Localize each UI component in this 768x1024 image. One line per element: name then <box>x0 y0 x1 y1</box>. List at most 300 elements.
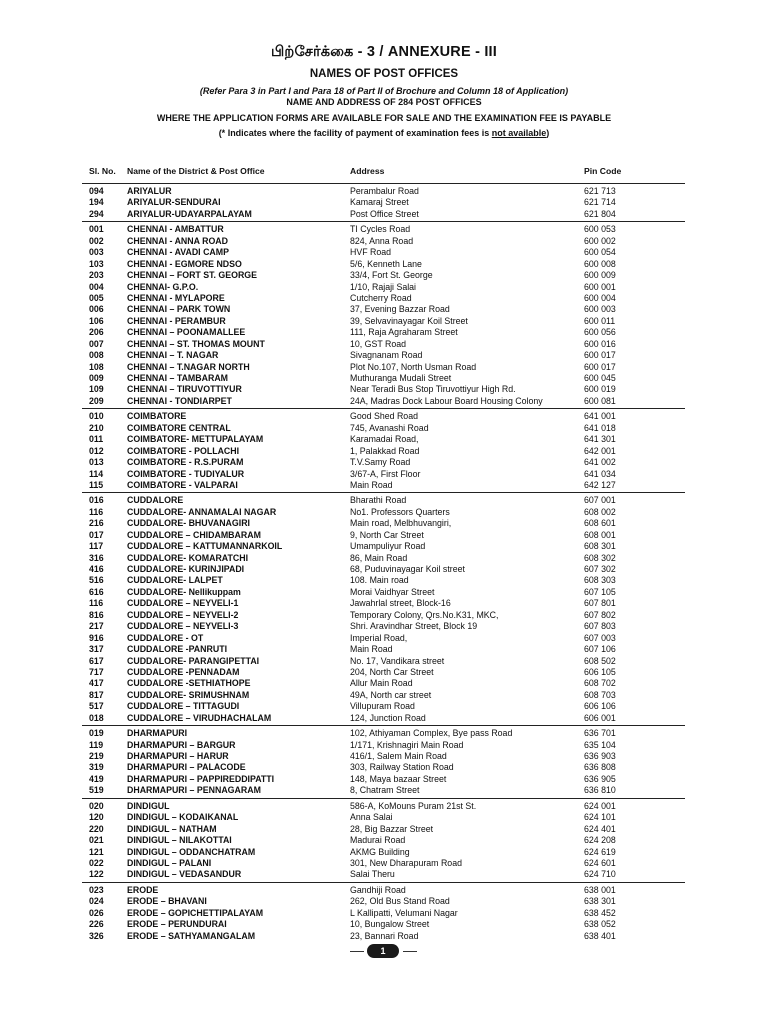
table-row <box>82 751 685 762</box>
pin-code-cell: 624 001 <box>584 800 616 811</box>
address-cell: Bharathi Road <box>350 495 407 506</box>
table-row <box>82 575 685 586</box>
table-row <box>82 411 685 422</box>
sl-no-cell: 209 <box>89 395 104 406</box>
sl-no-cell: 004 <box>89 281 104 292</box>
pin-code-cell: 600 008 <box>584 258 616 269</box>
pin-code-cell: 642 001 <box>584 445 616 456</box>
post-office-name-cell: CUDDALORE- KOMARATCHI <box>127 552 249 563</box>
pin-code-cell: 638 052 <box>584 919 616 930</box>
pin-code-cell: 608 302 <box>584 552 616 563</box>
page-title: பிற்சேர்க்கை - 3 / ANNEXURE - III <box>270 44 498 60</box>
address-cell: 586-A, KoMouns Puram 21st St. <box>350 800 477 811</box>
table-row <box>82 785 685 796</box>
sl-no-cell: 010 <box>89 411 104 422</box>
post-office-name-cell: CHENNAI - TONDIARPET <box>127 395 232 406</box>
post-office-name-cell: CUDDALORE- KURINJIPADI <box>127 564 245 574</box>
table-row <box>82 339 685 350</box>
table-row <box>82 762 685 773</box>
sl-no-cell: 194 <box>89 197 104 208</box>
pin-code-cell: 608 702 <box>584 678 616 689</box>
address-cell: Kamaraj Street <box>350 197 409 208</box>
sl-no-cell: 020 <box>89 800 104 811</box>
table-row <box>82 373 685 384</box>
table-row <box>82 423 685 434</box>
table-row <box>82 598 685 609</box>
pin-code-cell: 608 703 <box>584 689 616 700</box>
post-office-name-cell: CHENNAI – TIRUVOTTIYUR <box>127 384 242 395</box>
address-cell: 111, Raja Agraharam Street <box>350 327 458 338</box>
pin-code-cell: 600 019 <box>584 384 616 395</box>
sl-no-cell: 816 <box>89 609 104 620</box>
pin-code-cell: 607 803 <box>584 621 616 632</box>
post-office-name-cell: CHENNAI – TAMBARAM <box>127 373 228 383</box>
sl-no-cell: 817 <box>89 689 104 700</box>
address-cell: Main Road <box>350 479 393 490</box>
district-group <box>82 184 685 222</box>
pin-code-cell: 638 001 <box>584 884 616 895</box>
address-cell: L Kallipatti, Velumani Nagar <box>350 907 458 918</box>
address-cell: 745, Avanashi Road <box>350 422 429 433</box>
table-row <box>82 896 685 907</box>
table-row <box>82 316 685 327</box>
sl-no-cell: 023 <box>89 884 104 895</box>
pin-code-cell: 600 004 <box>584 292 616 303</box>
table-row <box>82 656 685 667</box>
column-header-address: Address <box>350 166 385 176</box>
pin-code-cell: 621 804 <box>584 208 616 219</box>
address-cell: 303, Railway Station Road <box>350 762 454 773</box>
address-cell: Allur Main Road <box>350 678 413 689</box>
pin-code-cell: 606 106 <box>584 701 616 712</box>
table-row <box>82 350 685 361</box>
address-cell: Umampuliyur Road <box>350 541 426 552</box>
sl-no-cell: 001 <box>89 224 104 235</box>
pin-code-cell: 608 502 <box>584 655 616 666</box>
post-office-name-cell: DHARMAPURI – BARGUR <box>127 739 236 750</box>
sl-no-cell: 012 <box>89 445 104 456</box>
pin-code-cell: 641 301 <box>584 434 616 445</box>
table-row <box>82 885 685 896</box>
pin-code-cell: 638 401 <box>584 930 616 941</box>
table-row <box>82 633 685 644</box>
district-group <box>82 409 685 493</box>
sl-no-cell: 617 <box>89 655 104 666</box>
sl-no-cell: 011 <box>89 434 104 445</box>
address-cell: Good Shed Road <box>350 411 418 422</box>
pin-code-cell: 608 601 <box>584 518 616 529</box>
sl-no-cell: 116 <box>89 598 104 609</box>
sl-no-cell: 024 <box>89 896 104 907</box>
pin-code-cell: 641 034 <box>584 468 616 479</box>
table-row <box>82 564 685 575</box>
table-row <box>82 327 685 338</box>
pin-code-cell: 621 713 <box>584 186 616 196</box>
post-office-name-cell: ARIYALUR-SENDURAI <box>127 197 221 208</box>
address-cell: HVF Road <box>350 247 392 258</box>
table-row <box>82 847 685 858</box>
pin-code-cell: 624 208 <box>584 835 616 846</box>
sl-no-cell: 006 <box>89 304 104 315</box>
table-row <box>82 469 685 480</box>
sl-no-cell: 114 <box>89 468 104 479</box>
post-office-table <box>0 184 768 943</box>
post-office-name-cell: COIMBATORE- METTUPALAYAM <box>127 434 264 445</box>
pin-code-cell: 608 301 <box>584 541 616 552</box>
sl-no-cell: 319 <box>89 762 104 773</box>
pin-code-cell: 600 002 <box>584 235 616 246</box>
address-cell: Main road, Melbhuvangiri, <box>350 518 452 529</box>
pin-code-cell: 636 808 <box>584 762 616 773</box>
table-row <box>82 678 685 689</box>
pin-code-cell: 624 401 <box>584 823 616 834</box>
pin-code-cell: 600 003 <box>584 304 616 315</box>
address-cell: No1. Professors Quarters <box>350 506 450 517</box>
pin-code-cell: 608 001 <box>584 529 616 540</box>
post-office-name-cell: ERODE – GOPICHETTIPALAYAM <box>127 907 264 918</box>
post-office-name-cell: CHENNAI - MYLAPORE <box>127 292 225 303</box>
pin-code-cell: 636 701 <box>584 728 616 739</box>
pin-code-cell: 608 002 <box>584 506 616 517</box>
pin-code-cell: 606 001 <box>584 712 616 723</box>
address-cell: 10, GST Road <box>350 338 407 349</box>
post-office-name-cell: DHARMAPURI – PAPPIREDDIPATTI <box>127 773 275 784</box>
address-cell: 5/6, Kenneth Lane <box>350 258 422 269</box>
pin-code-cell: 641 002 <box>584 457 616 468</box>
pin-code-cell: 600 054 <box>584 247 616 258</box>
sl-no-cell: 203 <box>89 270 104 281</box>
table-row <box>82 824 685 835</box>
table-row <box>82 209 685 220</box>
sl-no-cell: 206 <box>89 327 104 338</box>
sl-no-cell: 009 <box>89 373 104 383</box>
table-row <box>82 282 685 293</box>
post-office-name-cell: DHARMAPURI – PENNAGARAM <box>127 785 261 796</box>
pin-code-cell: 606 105 <box>584 666 616 677</box>
pin-code-cell: 624 710 <box>584 869 616 880</box>
sl-no-cell: 417 <box>89 678 104 689</box>
post-office-name-cell: CUDDALORE- SRIMUSHNAM <box>127 689 250 700</box>
reference-note: (Refer Para 3 in Part I and Para 18 of Part II of Brochure and Column 18 of Application) <box>199 86 569 96</box>
table-row <box>82 869 685 880</box>
sl-no-cell: 416 <box>89 564 104 574</box>
post-office-name-cell: DINDIGUL – KODAIKANAL <box>127 812 239 823</box>
post-office-name-cell: CHENNAI – ST. THOMAS MOUNT <box>127 338 265 349</box>
sl-no-cell: 018 <box>89 712 104 723</box>
post-office-name-cell: CHENNAI - AVADI CAMP <box>127 247 229 258</box>
sl-no-cell: 108 <box>89 361 104 372</box>
address-cell: 102, Athiyaman Complex, Bye pass Road <box>350 728 513 739</box>
table-row <box>82 690 685 701</box>
address-cell: Plot No.107, North Usman Road <box>350 361 477 372</box>
table-row <box>82 270 685 281</box>
sl-no-cell: 094 <box>89 186 104 196</box>
table-row <box>82 858 685 869</box>
address-cell: TI Cycles Road <box>350 224 411 235</box>
sl-no-cell: 022 <box>89 857 104 868</box>
post-office-name-cell: ERODE – BHAVANI <box>127 896 207 907</box>
table-row <box>82 610 685 621</box>
pin-code-cell: 600 081 <box>584 395 616 406</box>
address-cell: 416/1, Salem Main Road <box>350 751 447 761</box>
table-row <box>82 362 685 373</box>
address-cell: 1, Palakkad Road <box>350 445 420 456</box>
post-office-name-cell: CUDDALORE – NEYVELI-1 <box>127 598 239 609</box>
post-office-name-cell: DINDIGUL – NILAKOTTAI <box>127 835 232 846</box>
sl-no-cell: 017 <box>89 529 104 540</box>
post-office-name-cell: DINDIGUL – VEDASANDUR <box>127 869 242 880</box>
table-row <box>82 434 685 445</box>
pin-code-cell: 600 053 <box>584 224 616 235</box>
post-office-name-cell: CHENNAI – FORT ST. GEORGE <box>127 270 258 281</box>
name-address-heading: NAME AND ADDRESS OF 284 POST OFFICES <box>286 97 482 107</box>
sl-no-cell: 220 <box>89 823 104 834</box>
post-office-name-cell: CUDDALORE – NEYVELI-3 <box>127 621 239 632</box>
address-cell: Shri. Aravindhar Street, Block 19 <box>350 621 478 632</box>
address-cell: 262, Old Bus Stand Road <box>350 896 450 907</box>
sl-no-cell: 115 <box>89 479 104 490</box>
asterisk-note-post: ) <box>546 128 550 138</box>
table-row <box>82 224 685 235</box>
address-cell: Morai Vaidhyar Street <box>350 586 435 597</box>
post-office-name-cell: CHENNAI – POONAMALLEE <box>127 327 246 338</box>
address-cell: 8, Chatram Street <box>350 785 420 796</box>
address-cell: 301, New Dharapuram Road <box>350 857 462 868</box>
pin-code-cell: 624 619 <box>584 846 616 857</box>
sl-no-cell: 517 <box>89 701 104 712</box>
table-row <box>82 197 685 208</box>
asterisk-note-underlined: not available <box>491 128 547 138</box>
pin-code-cell: 600 016 <box>584 338 616 349</box>
address-cell: 49A, North car street <box>350 689 432 700</box>
post-office-name-cell: CUDDALORE - OT <box>127 632 204 643</box>
sl-no-cell: 210 <box>89 422 104 433</box>
table-row <box>82 293 685 304</box>
address-cell: Main Road <box>350 644 393 655</box>
post-office-name-cell: CHENNAI – PARK TOWN <box>127 304 231 315</box>
pin-code-cell: 600 017 <box>584 350 616 361</box>
address-cell: T.V.Samy Road <box>350 457 411 468</box>
district-group <box>82 883 685 943</box>
sl-no-cell: 916 <box>89 632 104 643</box>
address-cell: Madurai Road <box>350 835 406 846</box>
address-cell: Salai Theru <box>350 869 395 880</box>
pin-code-cell: 607 802 <box>584 609 616 620</box>
pin-code-cell: 607 001 <box>584 495 616 506</box>
table-row <box>82 259 685 270</box>
address-cell: Gandhiji Road <box>350 884 406 895</box>
table-row <box>82 384 685 395</box>
pin-code-cell: 607 105 <box>584 586 616 597</box>
post-office-name-cell: ERODE – PERUNDURAI <box>127 919 227 930</box>
table-row <box>82 587 685 598</box>
address-cell: Cutcherry Road <box>350 292 412 303</box>
address-cell: 28, Big Bazzar Street <box>350 823 434 834</box>
post-office-name-cell: ARIYALUR <box>127 186 172 196</box>
address-cell: Karamadai Road, <box>350 434 419 445</box>
pin-code-cell: 636 905 <box>584 773 616 784</box>
post-office-name-cell: COIMBATORE <box>127 411 187 422</box>
page-number-badge: 1 <box>367 944 399 958</box>
post-office-name-cell: CUDDALORE <box>127 495 184 506</box>
address-cell: 108. Main road <box>350 575 409 586</box>
post-office-name-cell: DINDIGUL – PALANI <box>127 857 212 868</box>
address-cell: Near Teradi Bus Stop Tiruvottiyur High Rd. <box>350 384 516 395</box>
table-row <box>82 835 685 846</box>
table-row <box>82 304 685 315</box>
table-row <box>82 446 685 457</box>
post-office-name-cell: CUDDALORE -PANRUTI <box>127 644 228 655</box>
sl-no-cell: 516 <box>89 575 104 586</box>
table-header <box>0 166 768 178</box>
pin-code-cell: 636 903 <box>584 751 616 761</box>
table-row <box>82 701 685 712</box>
address-cell: Sivagnanam Road <box>350 350 423 361</box>
sl-no-cell: 119 <box>89 739 104 750</box>
post-office-name-cell: CUDDALORE – CHIDAMBARAM <box>127 529 261 540</box>
table-row <box>82 495 685 506</box>
sl-no-cell: 216 <box>89 518 104 529</box>
post-office-name-cell: DINDIGUL – NATHAM <box>127 823 217 834</box>
sl-no-cell: 021 <box>89 835 104 846</box>
pin-code-cell: 607 302 <box>584 564 616 574</box>
sl-no-cell: 013 <box>89 457 104 468</box>
address-cell: Post Office Street <box>350 208 419 219</box>
column-header-sl-no: Sl. No. <box>89 166 116 176</box>
address-cell: Perambalur Road <box>350 186 419 196</box>
pin-code-cell: 635 104 <box>584 739 616 750</box>
sl-no-cell: 008 <box>89 350 104 361</box>
pin-code-cell: 641 018 <box>584 422 616 433</box>
table-row <box>82 553 685 564</box>
post-office-name-cell: DINDIGUL – ODDANCHATRAM <box>127 846 256 857</box>
sl-no-cell: 007 <box>89 338 104 349</box>
table-row <box>82 236 685 247</box>
table-row <box>82 621 685 632</box>
address-cell: Imperial Road, <box>350 632 408 643</box>
table-row <box>82 908 685 919</box>
pin-code-cell: 600 056 <box>584 327 616 338</box>
district-group <box>82 493 685 726</box>
pin-code-cell: 641 001 <box>584 411 616 422</box>
sl-no-cell: 294 <box>89 208 104 219</box>
sl-no-cell: 019 <box>89 728 104 739</box>
post-office-name-cell: ERODE <box>127 884 159 895</box>
page-subtitle: NAMES OF POST OFFICES <box>309 68 459 80</box>
address-cell: 10, Bungalow Street <box>350 919 430 930</box>
table-row <box>82 812 685 823</box>
post-office-name-cell: DHARMAPURI <box>127 728 188 739</box>
post-office-name-cell: CHENNAI - PERAMBUR <box>127 315 226 326</box>
table-row <box>82 396 685 407</box>
sl-no-cell: 026 <box>89 907 104 918</box>
address-cell: 9, North Car Street <box>350 529 424 540</box>
pin-code-cell: 600 009 <box>584 270 616 281</box>
table-row <box>82 530 685 541</box>
post-office-name-cell: DHARMAPURI – PALACODE <box>127 762 246 773</box>
sl-no-cell: 117 <box>89 541 104 552</box>
post-office-name-cell: CUDDALORE -SETHIATHOPE <box>127 678 251 689</box>
address-cell: Villupuram Road <box>350 701 415 712</box>
pin-code-cell: 638 452 <box>584 907 616 918</box>
address-cell: No. 17, Vandikara street <box>350 655 445 666</box>
table-row <box>82 740 685 751</box>
address-cell: 1/171, Krishnagiri Main Road <box>350 739 464 750</box>
address-cell: 124, Junction Road <box>350 712 426 723</box>
sl-no-cell: 121 <box>89 846 104 857</box>
post-office-name-cell: DHARMAPURI – HARUR <box>127 751 229 761</box>
sl-no-cell: 217 <box>89 621 104 632</box>
post-office-name-cell: CUDDALORE- LALPET <box>127 575 223 586</box>
asterisk-note-pre: (* Indicates where the facility of payment of examination fees is <box>218 128 492 138</box>
address-cell: Muthuranga Mudali Street <box>350 373 452 383</box>
table-row <box>82 931 685 942</box>
address-cell: Jawahrlal street, Block-16 <box>350 598 451 609</box>
address-cell: 824, Anna Road <box>350 235 414 246</box>
pin-code-cell: 600 011 <box>584 315 616 326</box>
district-group <box>82 799 685 883</box>
address-cell: 1/10, Rajaji Salai <box>350 281 417 292</box>
post-office-name-cell: COIMBATORE CENTRAL <box>127 422 231 433</box>
sl-no-cell: 002 <box>89 235 104 246</box>
pin-code-cell: 600 017 <box>584 361 616 372</box>
sl-no-cell: 226 <box>89 919 104 930</box>
post-office-name-cell: CHENNAI – T. NAGAR <box>127 350 219 361</box>
pin-code-cell: 600 045 <box>584 373 616 383</box>
district-group <box>82 222 685 409</box>
table-row <box>82 247 685 258</box>
address-cell: Anna Salai <box>350 812 393 823</box>
address-cell: 68, Puduvinayagar Koil street <box>350 564 465 574</box>
district-group <box>82 726 685 799</box>
sl-no-cell: 016 <box>89 495 104 506</box>
sl-no-cell: 419 <box>89 773 104 784</box>
post-office-name-cell: COIMBATORE - POLLACHI <box>127 445 240 456</box>
post-office-name-cell: CUDDALORE – NEYVELI-2 <box>127 609 239 620</box>
pin-code-cell: 607 106 <box>584 644 616 655</box>
pin-code-cell: 642 127 <box>584 479 616 490</box>
address-cell: 86, Main Road <box>350 552 408 563</box>
post-office-name-cell: CHENNAI - EGMORE NDSO <box>127 258 242 269</box>
sl-no-cell: 717 <box>89 666 104 677</box>
address-cell: AKMG Building <box>350 846 410 857</box>
address-cell: 23, Bannari Road <box>350 930 419 941</box>
table-row <box>82 480 685 491</box>
table-row <box>82 713 685 724</box>
post-office-name-cell: CUDDALORE- ANNAMALAI NAGAR <box>127 506 277 517</box>
column-header-name: Name of the District & Post Office <box>127 166 265 176</box>
sl-no-cell: 316 <box>89 552 104 563</box>
post-office-name-cell: CHENNAI - AMBATTUR <box>127 224 224 235</box>
pin-code-cell: 621 714 <box>584 197 616 208</box>
post-office-name-cell: DINDIGUL <box>127 800 170 811</box>
table-row <box>82 541 685 552</box>
table-row <box>82 518 685 529</box>
address-cell: 24A, Madras Dock Labour Board Housing Colony <box>350 395 543 406</box>
sl-no-cell: 219 <box>89 751 104 761</box>
table-row <box>82 457 685 468</box>
sl-no-cell: 103 <box>89 258 104 269</box>
table-row <box>82 507 685 518</box>
availability-heading: WHERE THE APPLICATION FORMS ARE AVAILABLE FOR SALE AND THE EXAMINATION FEE IS PAYABLE <box>156 113 612 123</box>
pin-code-cell: 624 101 <box>584 812 616 823</box>
sl-no-cell: 120 <box>89 812 104 823</box>
sl-no-cell: 616 <box>89 586 104 597</box>
post-office-name-cell: COIMBATORE - VALPARAI <box>127 479 238 490</box>
address-cell: 148, Maya bazaar Street <box>350 773 447 784</box>
pin-code-cell: 600 001 <box>584 281 616 292</box>
column-header-pin-code: Pin Code <box>584 166 622 176</box>
